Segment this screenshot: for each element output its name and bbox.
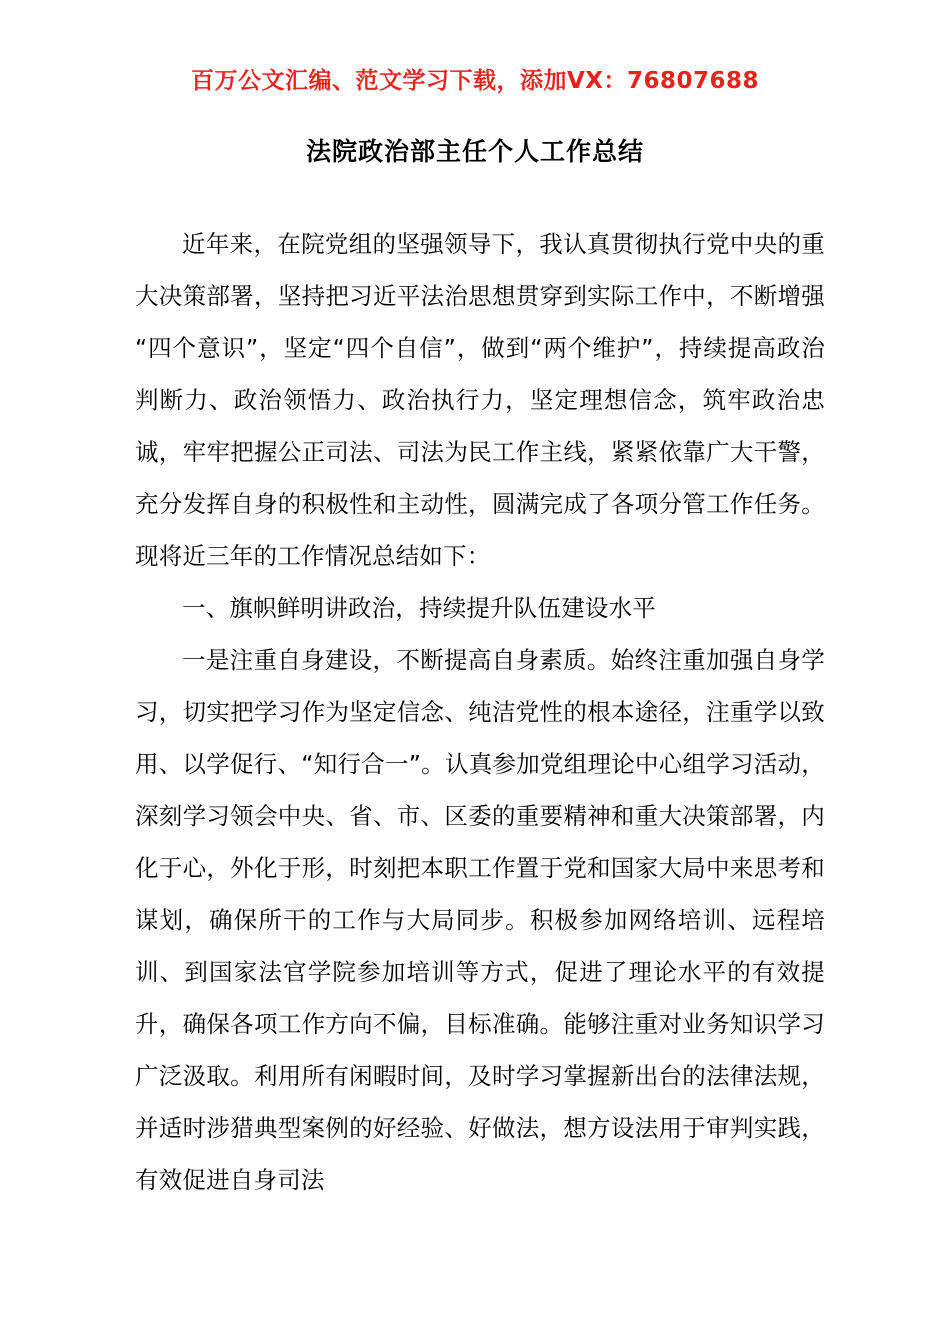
paragraph: 近年来，在院党组的坚强领导下，我认真贯彻执行党中央的重大决策部署，坚持把习近平法治思想贯穿到实际工作中，不断增强“四个意识”，坚定“四个自信”，做到“两个维护”，持续提高政治判断力、政治领悟力、政治执行力，坚定理想信念，筑牢政治忠诚，牢牢把握公正司法、司法为民工作主线，紧紧依靠广大干警，充分发挥自身的积极性和主动性，圆满完成了各项分管工作任务。现将近三年的工作情况总结如下：: [135, 230, 825, 570]
watermark-text: 百万公文汇编、范文学习下载，添加VX：76807688: [190, 68, 760, 94]
document-body: [135, 218, 825, 1206]
page-title: 法院政治部主任个人工作总结: [305, 137, 644, 166]
section-heading: 一、旗帜鲜明讲政治，持续提升队伍建设水平: [182, 594, 656, 622]
paragraph: 一是注重自身建设，不断提高自身素质。始终注重加强自身学习，切实把学习作为坚定信念、纯洁党性的根本途径，注重学以致用、以学促行、“知行合一”。认真参加党组理论中心组学习活动，深刻学习领会中央、省、市、区委的重要精神和重大决策部署，内化于心，外化于形，时刻把本职工作置于党和国家大局中来思考和谋划，确保所干的工作与大局同步。积极参加网络培训、远程培训、到国家法官学院参加培训等方式，促进了理论水平的有效提升，确保各项工作方向不偏，目标准确。能够注重对业务知识学习广泛汲取。利用所有闲暇时间，及时学习掌握新出台的法律法规，并适时涉猎典型案例的好经验、好做法，想方设法用于审判实践，有效促进自身司法: [135, 646, 825, 1194]
